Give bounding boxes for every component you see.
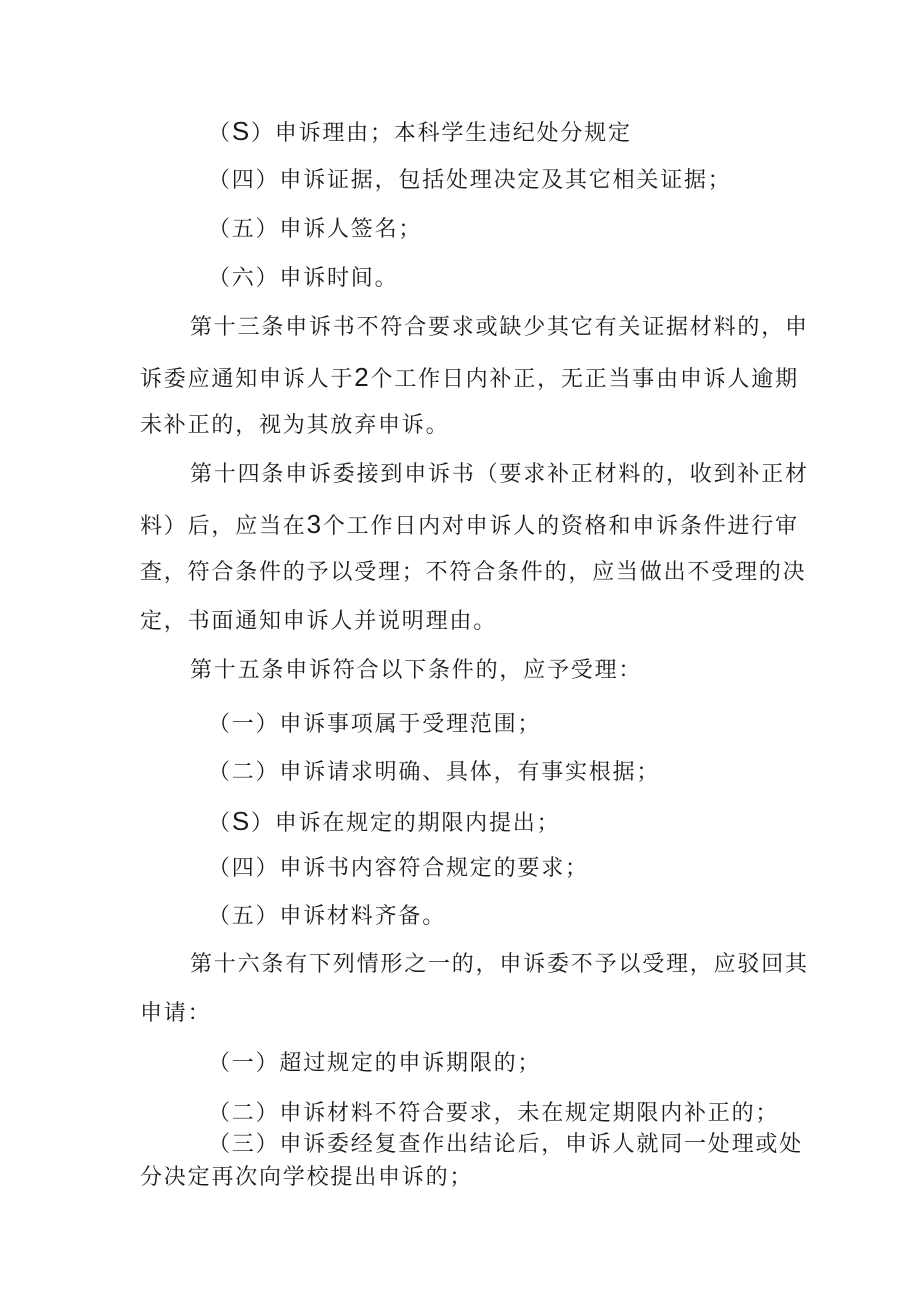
article-15-item-4: （四）申诉书内容符合规定的要求；: [208, 856, 589, 881]
inline-latin-glyph: 2: [354, 362, 371, 392]
article-15-line-1: 第十五条申诉符合以下条件的，应予受理：: [190, 658, 643, 683]
inline-latin-glyph: S: [231, 806, 251, 836]
article-14-line-2: 料）后，应当在3个工作日内对申诉人的资格和申诉条件进行审: [140, 509, 799, 539]
article-15-item-1: （一）申诉事项属于受理范围；: [208, 712, 542, 737]
article-13-line-3: 未补正的，视为其放弃申诉。: [140, 413, 450, 438]
article-16-item-1: （一）超过规定的申诉期限的；: [208, 1051, 542, 1076]
list-item-3-reason: （S）申诉理由；本科学生违纪处分规定: [208, 116, 632, 146]
list-item-6-time: （六）申诉时间。: [208, 266, 399, 291]
article-16-line-2: 申请：: [140, 1001, 212, 1026]
inline-latin-glyph: S: [231, 116, 251, 146]
article-14-line-1: 第十四条申诉委接到申诉书（要求补正材料的，收到补正材: [190, 462, 809, 487]
article-15-item-5: （五）申诉材料齐备。: [208, 904, 447, 929]
article-15-item-2: （二）申诉请求明确、具体，有事实根据；: [208, 760, 661, 785]
article-16-line-1: 第十六条有下列情形之一的，申诉委不予以受理，应驳回其: [190, 952, 809, 977]
article-15-item-3: （S）申诉在规定的期限内提出；: [208, 806, 561, 836]
article-14-line-3: 查，符合条件的予以受理；不符合条件的，应当做出不受理的决: [140, 560, 807, 585]
article-16-item-2: （二）申诉材料不符合要求，未在规定期限内补正的；: [208, 1101, 780, 1126]
article-13-line-1: 第十三条申诉书不符合要求或缺少其它有关证据材料的，申: [190, 315, 809, 340]
article-16-item-3-line-2: 分决定再次向学校提出申诉的；: [140, 1165, 474, 1190]
list-item-5-signature: （五）申诉人签名；: [208, 217, 423, 242]
list-item-4-evidence: （四）申诉证据，包括处理决定及其它相关证据；: [208, 168, 732, 193]
article-14-line-4: 定，书面通知申诉人并说明理由。: [140, 609, 498, 634]
article-13-line-2: 诉委应通知申诉人于2个工作日内补正，无正当事由申诉人逾期: [140, 362, 799, 392]
article-16-item-3-line-1: （三）申诉委经复查作出结论后，申诉人就同一处理或处: [208, 1132, 804, 1157]
inline-latin-glyph: 3: [306, 509, 323, 539]
